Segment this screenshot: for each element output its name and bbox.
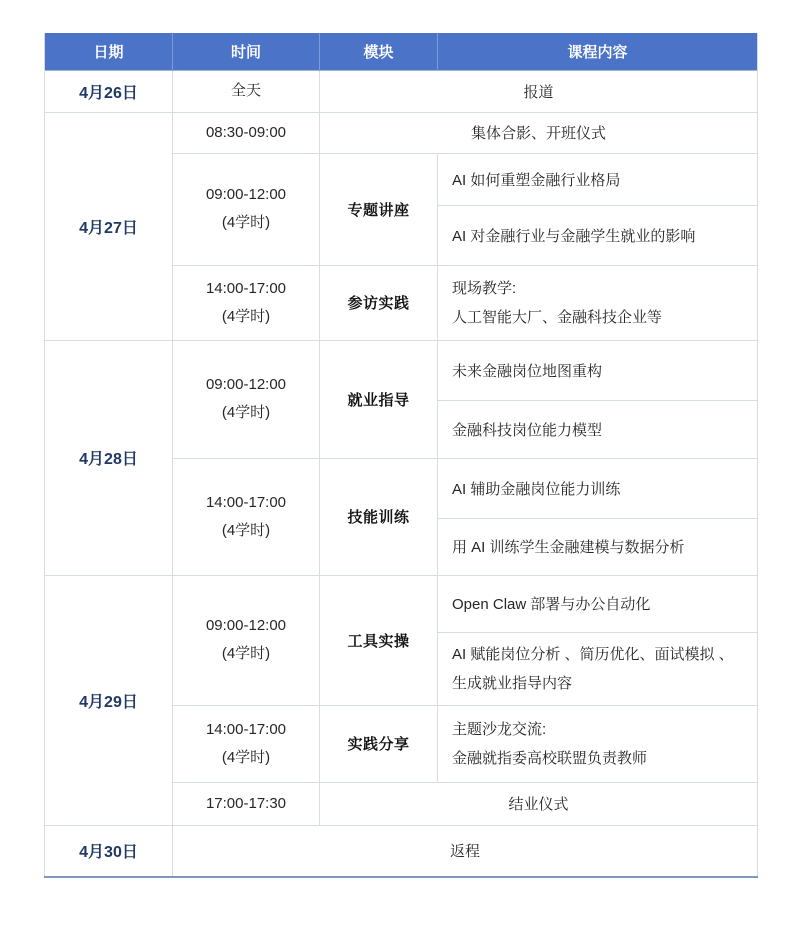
time-cell: 08:30-09:00 bbox=[173, 112, 320, 153]
content-cell: 结业仪式 bbox=[320, 782, 758, 825]
time-cell: 全天 bbox=[173, 70, 320, 112]
module-cell: 参访实践 bbox=[320, 265, 438, 340]
time-range: 09:00-12:00 bbox=[205, 617, 287, 634]
time-cell bbox=[173, 705, 320, 782]
table-row bbox=[45, 575, 758, 632]
time-hours: (4学时) bbox=[221, 645, 271, 662]
table-row bbox=[45, 825, 758, 877]
date-cell: 4月28日 bbox=[45, 340, 173, 575]
table-row bbox=[45, 340, 758, 400]
time-hours: (4学时) bbox=[221, 521, 271, 539]
page bbox=[0, 33, 799, 941]
header-time: 时间 bbox=[173, 33, 320, 70]
content-cell: 用 AI 训练学生金融建模与数据分析 bbox=[438, 518, 758, 575]
content-cell: 报道 bbox=[320, 70, 758, 112]
content-cell: Open Claw 部署与办公自动化 bbox=[438, 575, 758, 632]
time-range: 14:00-17:00 bbox=[205, 720, 287, 738]
time-cell bbox=[173, 340, 320, 458]
schedule-table bbox=[44, 33, 758, 878]
content-cell: 金融科技岗位能力模型 bbox=[438, 400, 758, 458]
content-line: 现场教学: bbox=[452, 279, 517, 297]
content-cell bbox=[438, 632, 758, 705]
content-line: 人工智能大厂、金融科技企业等 bbox=[452, 308, 663, 326]
table-row bbox=[45, 70, 758, 112]
content-cell: 集体合影、开班仪式 bbox=[320, 112, 758, 153]
header-module: 模块 bbox=[320, 33, 438, 70]
content-line: 主题沙龙交流: bbox=[452, 720, 547, 738]
module-cell: 就业指导 bbox=[320, 340, 438, 458]
date-cell: 4月27日 bbox=[45, 112, 173, 340]
content-line: 生成就业指导内容 bbox=[452, 674, 573, 692]
time-cell bbox=[173, 265, 320, 340]
content-cell: AI 对金融行业与金融学生就业的影响 bbox=[438, 205, 758, 265]
time-hours: (4学时) bbox=[221, 748, 271, 766]
content-cell: 未来金融岗位地图重构 bbox=[438, 340, 758, 400]
module-cell: 技能训练 bbox=[320, 458, 438, 575]
content-cell: 返程 bbox=[173, 825, 758, 877]
header-date: 日期 bbox=[45, 33, 173, 70]
time-hours: (4学时) bbox=[221, 214, 271, 231]
time-hours: (4学时) bbox=[221, 307, 271, 325]
table-row bbox=[45, 112, 758, 153]
time-cell bbox=[173, 153, 320, 265]
module-cell: 实践分享 bbox=[320, 705, 438, 782]
time-range: 09:00-12:00 bbox=[205, 376, 287, 393]
time-cell: 17:00-17:30 bbox=[173, 782, 320, 825]
content-cell: AI 如何重塑金融行业格局 bbox=[438, 153, 758, 205]
content-cell bbox=[438, 265, 758, 340]
time-hours: (4学时) bbox=[221, 404, 271, 421]
time-range: 14:00-17:00 bbox=[205, 493, 287, 511]
time-cell bbox=[173, 458, 320, 575]
header-content: 课程内容 bbox=[438, 33, 758, 70]
date-cell: 4月30日 bbox=[45, 825, 173, 877]
content-line: 金融就指委高校联盟负责教师 bbox=[452, 749, 648, 767]
content-cell: AI 辅助金融岗位能力训练 bbox=[438, 458, 758, 518]
date-cell: 4月26日 bbox=[45, 70, 173, 112]
content-cell bbox=[438, 705, 758, 782]
module-cell: 专题讲座 bbox=[320, 153, 438, 265]
time-range: 14:00-17:00 bbox=[205, 279, 287, 297]
date-cell: 4月29日 bbox=[45, 575, 173, 825]
module-cell: 工具实操 bbox=[320, 575, 438, 705]
header-row bbox=[45, 33, 758, 70]
time-cell bbox=[173, 575, 320, 705]
time-range: 09:00-12:00 bbox=[205, 186, 287, 203]
content-line: AI 赋能岗位分析 、简历优化、面试模拟 、 bbox=[452, 645, 734, 663]
